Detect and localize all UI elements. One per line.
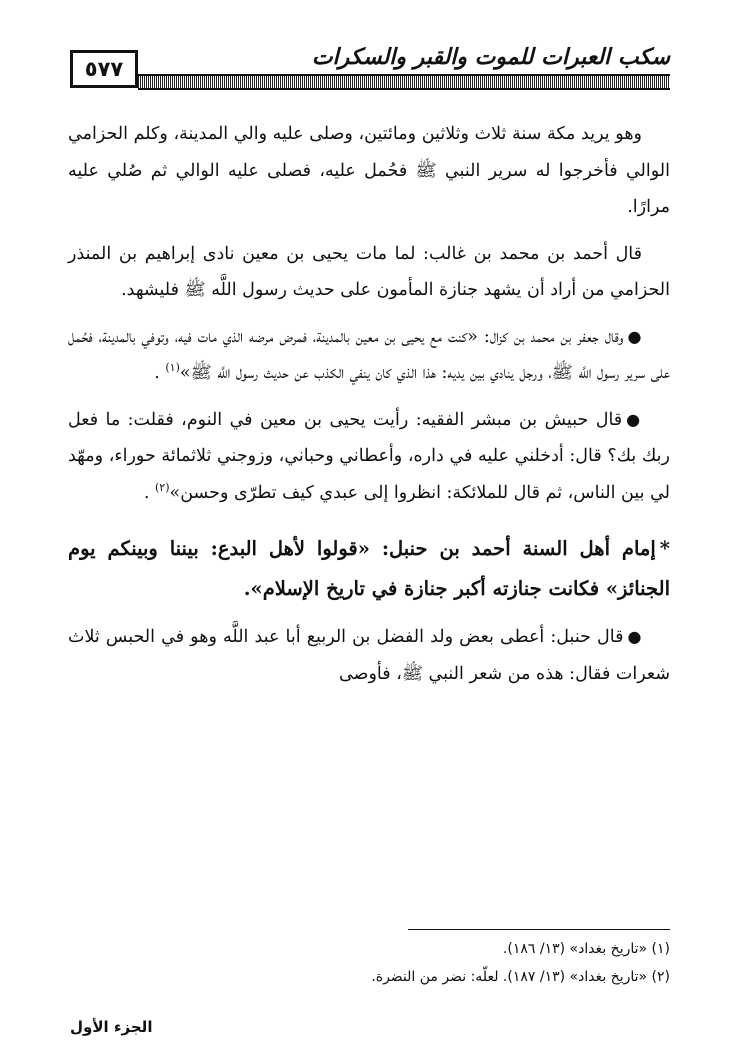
bullet-paragraph: ●قال حنبل: أعطى بعض ولد الفضل بن الربيع أبا عبد اللَّه وهو في الحبس ثلاث شعرات فقال: هذه من شعر النبي ﷺ، فأوصى bbox=[68, 627, 670, 684]
bullet-icon: ● bbox=[627, 326, 642, 346]
footnote-divider bbox=[408, 929, 670, 930]
paragraph: وهو يريد مكة سنة ثلاث وثلاثين ومائتين، وصلى عليه والي المدينة، وكلم الحزامي الوالي فأخرجوا له سرير النبي ﷺ فحُمل عليه، فصلى عليه الوالي ثم صُلي عليه مرارًا. bbox=[68, 124, 670, 217]
footnote-ref[interactable]: (١) bbox=[165, 361, 180, 375]
section-heading: *إمام أهل السنة أحمد بن حنبل: «قولوا لأهل البدع: بيننا وبينكم يوم الجنائز» فكانت جنازته أكبر جنازة في تاريخ الإسلام». bbox=[68, 537, 670, 600]
bullet-paragraph: ●قال حبيش بن مبشر الفقيه: رأيت يحيى بن معين في النوم، فقلت: ما فعل ربك بك؟ قال: أدخلني عليه في داره، وأعطاني وحباني، وزوجني ثلاثمائة حوراء، ومهّد لي بين الناس، ثم قال للملائكة: انظروا إلى عبدي كيف تطرّى وحسن»$^{(٢)}$ . bbox=[68, 409, 670, 503]
header-divider bbox=[138, 74, 670, 90]
bullet-icon: ● bbox=[627, 627, 643, 646]
main-text bbox=[68, 116, 670, 702]
paragraph: قال أحمد بن محمد بن غالب: لما مات يحيى بن معين نادى إبراهيم بن المنذر الحزامي من أراد أن يشهد جنازة المأمون على حديث رسول اللَّه ﷺ فليشهد. bbox=[68, 243, 670, 300]
page-header bbox=[0, 0, 742, 100]
footnote-item: (١) «تاريخ بغداد» (١٣/ ١٨٦). bbox=[502, 941, 670, 957]
footnote-ref[interactable]: (٢) bbox=[154, 480, 170, 494]
volume-label: الجزء الأول bbox=[70, 1018, 153, 1036]
page-number: ٥٧٧ bbox=[70, 50, 138, 88]
bullet-icon: ● bbox=[626, 409, 643, 429]
running-title: سكب العبرات للموت والقبر والسكرات bbox=[311, 44, 670, 70]
bullet-paragraph: ●وقال جعفر بن محمد بن كزال: «كنت مع يحيى بن معين بالمدينة، فمرض مرضه الذي مات فيه، وتوفي بالمدينة، فحُمل على سرير رسول اللَّه ﷺ، ورجل ينادي بين يديه: هذا الذي كان ينفي الكذب عن حديث رسول اللَّه ﷺ»$^{(١)}$ . bbox=[68, 326, 670, 383]
star-icon: * bbox=[659, 537, 670, 560]
footnote-item: (٢) «تاريخ بغداد» (١٣/ ١٨٧). لعلّه: نضر من النضرة. bbox=[371, 969, 670, 985]
footnotes bbox=[200, 935, 670, 991]
